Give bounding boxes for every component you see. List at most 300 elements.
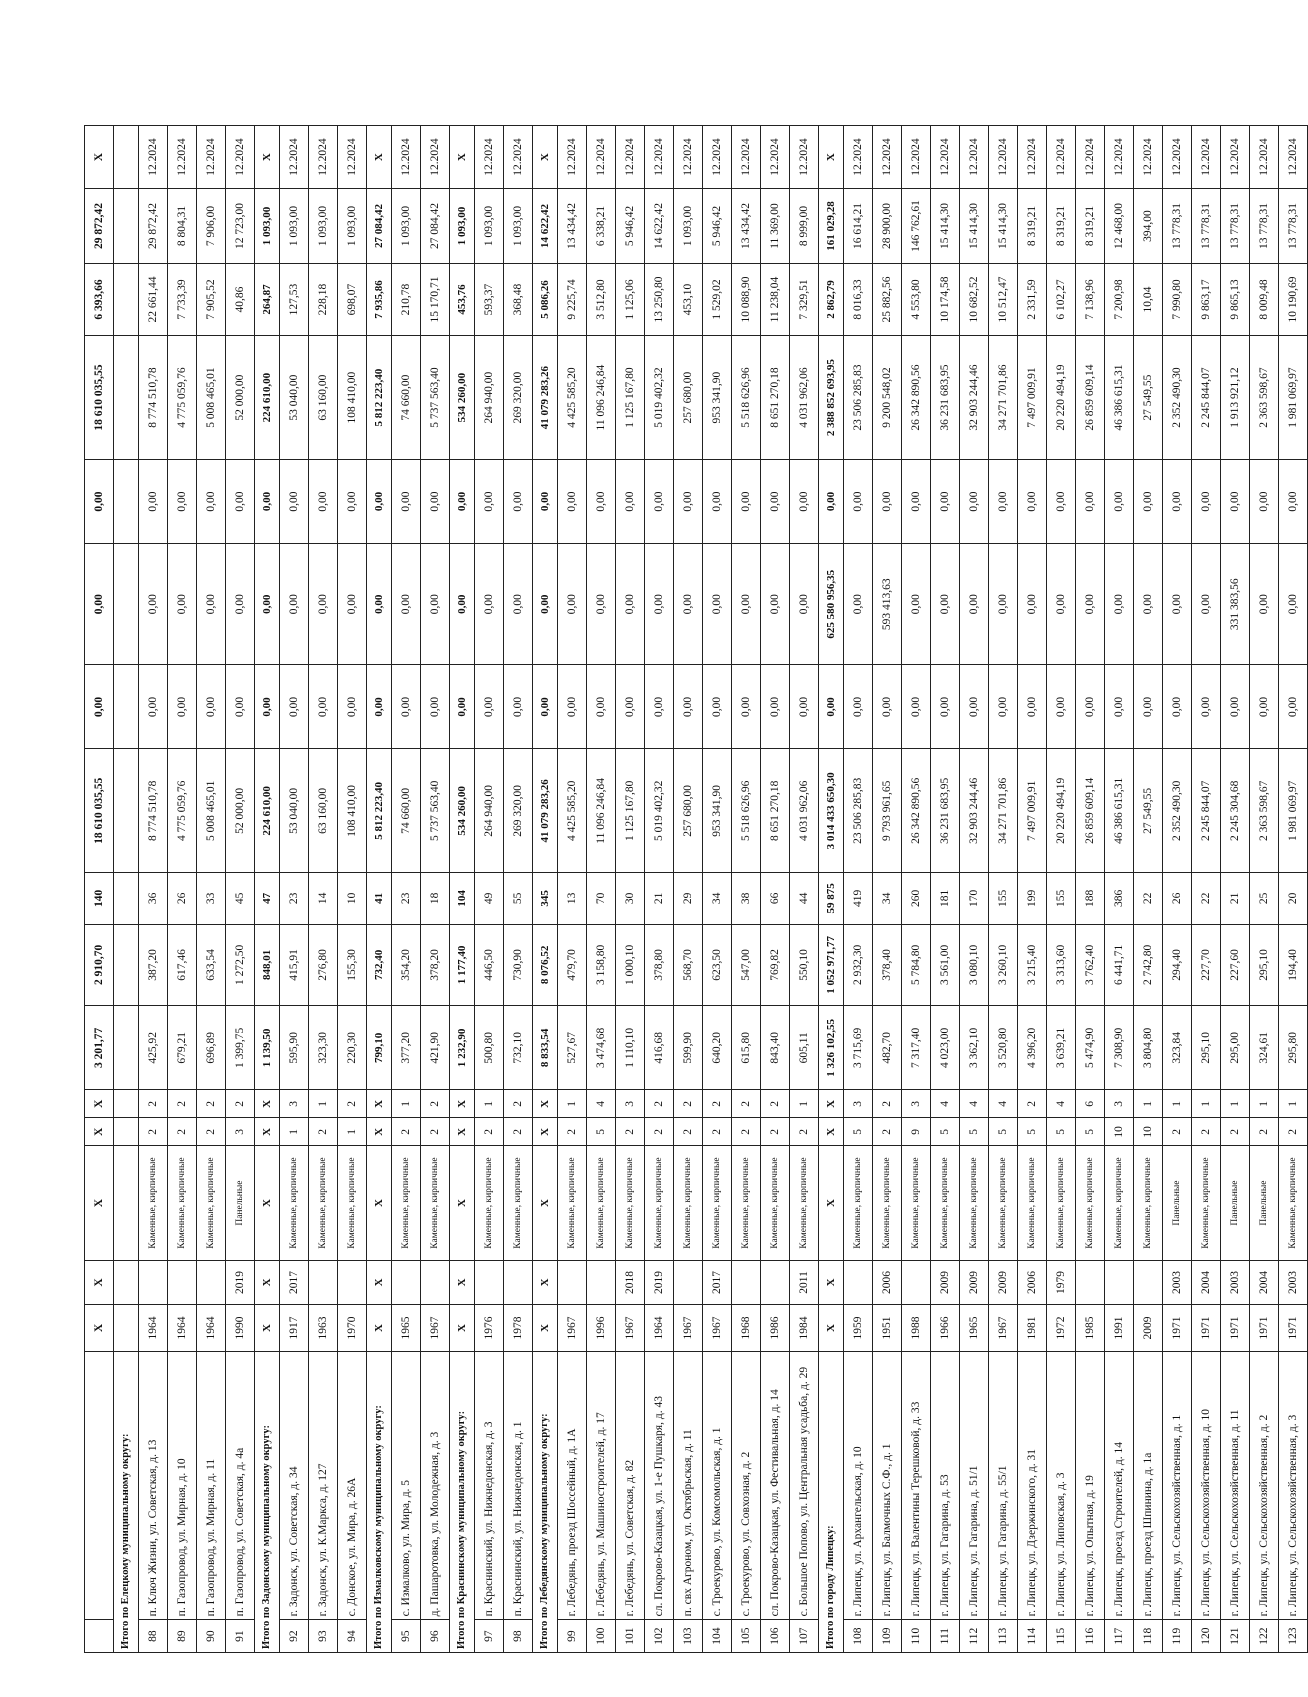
- table-cell: 0,00: [1250, 459, 1279, 543]
- table-cell: 2 388 852 693,95: [819, 336, 844, 460]
- table-cell: Итого по городу Липецку:: [819, 1351, 844, 1652]
- table-cell: 0,00: [989, 544, 1018, 665]
- table-row: [674, 126, 703, 1653]
- table-cell: 3 639,21: [1047, 1006, 1076, 1090]
- table-cell: 9 200 548,02: [873, 336, 902, 460]
- table-cell: Каменные, кирпичные: [421, 1146, 450, 1260]
- table-cell: Каменные, кирпичные: [504, 1146, 533, 1260]
- table-cell: г. Липецк, ул. Сельскохозяйственная, д. 2: [1250, 1351, 1279, 1620]
- table-cell: п. Краснинский, ул. Нижнедонская, д. 3: [475, 1351, 504, 1620]
- table-row: [168, 126, 197, 1653]
- table-cell: 7 317,40: [902, 1006, 931, 1090]
- table-cell: 12.2024: [1018, 126, 1047, 189]
- table-cell: 2: [139, 1118, 168, 1146]
- table-cell: [475, 1260, 504, 1304]
- table-cell: п. Газопровод, ул. Мирная, д. 11: [197, 1351, 226, 1620]
- table-cell: Каменные, кирпичные: [674, 1146, 703, 1260]
- table-row: [931, 126, 960, 1653]
- table-cell: 5 812 223,40: [367, 336, 392, 460]
- table-cell: 115: [1047, 1620, 1076, 1653]
- table-cell: с. Троекурово, ул. Совхозная, д. 2: [732, 1351, 761, 1620]
- table-cell: 446,50: [475, 924, 504, 1006]
- table-cell: 9 865,13: [1221, 263, 1250, 335]
- table-cell: 7 733,39: [168, 263, 197, 335]
- table-cell: 16 614,21: [844, 189, 873, 264]
- table-cell: 8 774 510,78: [139, 749, 168, 873]
- table-cell: 90: [197, 1620, 226, 1653]
- table-cell: 0,00: [1047, 544, 1076, 665]
- table-cell: 1968: [732, 1305, 761, 1352]
- table-cell: 123: [1279, 1620, 1308, 1653]
- table-cell: г. Липецк, проезд Шпинина, д. 1а: [1134, 1351, 1163, 1620]
- table-cell: 615,80: [732, 1006, 761, 1090]
- table-cell: 0,00: [1221, 665, 1250, 749]
- table-cell: 0,00: [1279, 665, 1308, 749]
- table-cell: Каменные, кирпичные: [761, 1146, 790, 1260]
- table-cell: 1964: [645, 1305, 674, 1352]
- table-cell: 2: [168, 1090, 197, 1118]
- table-cell: 109: [873, 1620, 902, 1653]
- table-cell: 12 723,00: [226, 189, 255, 264]
- table-cell: 2: [168, 1118, 197, 1146]
- table-cell: 0,00: [1047, 459, 1076, 543]
- table-cell: 34: [873, 873, 902, 924]
- header-cell: 3 201,77: [85, 1006, 114, 1090]
- table-cell: 29 872,42: [139, 189, 168, 264]
- table-cell: 1971: [1192, 1305, 1221, 1352]
- table-cell: 1 232,90: [450, 1006, 475, 1090]
- table-cell: 26 859 609,14: [1076, 336, 1105, 460]
- table-cell: 0,00: [1134, 544, 1163, 665]
- table-cell: Итого по Краснинскому муниципальному округу:: [450, 1351, 475, 1652]
- table-cell: 0,00: [844, 665, 873, 749]
- table-cell: 732,10: [504, 1006, 533, 1090]
- table-cell: г. Липецк, ул. Сельскохозяйственная, д. 1: [1163, 1351, 1192, 1620]
- table-cell: 119: [1163, 1620, 1192, 1653]
- table-cell: 110: [902, 1620, 931, 1653]
- table-cell: 2 352 490,30: [1163, 749, 1192, 873]
- table-cell: 96: [421, 1620, 450, 1653]
- table-cell: 0,00: [1279, 459, 1308, 543]
- table-cell: 9 793 961,65: [873, 749, 902, 873]
- table-cell: г. Липецк, ул. Гагарина, д. 53: [931, 1351, 960, 1620]
- table-cell: 5 518 626,96: [732, 749, 761, 873]
- table-cell: 2: [421, 1118, 450, 1146]
- table-cell: 89: [168, 1620, 197, 1653]
- table-cell: 0,00: [902, 459, 931, 543]
- table-cell: 2003: [1279, 1260, 1308, 1304]
- table-cell: 112: [960, 1620, 989, 1653]
- table-cell: 7 138,96: [1076, 263, 1105, 335]
- table-cell: 53 040,00: [280, 336, 309, 460]
- table-cell: 102: [645, 1620, 674, 1653]
- table-cell: 1986: [761, 1305, 790, 1352]
- table-cell: 1 399,75: [226, 1006, 255, 1090]
- table-cell: Панельные: [1163, 1146, 1192, 1260]
- table-row: [1105, 126, 1134, 1653]
- table-cell: Каменные, кирпичные: [645, 1146, 674, 1260]
- table-cell: 88: [139, 1620, 168, 1653]
- table-cell: 29: [674, 873, 703, 924]
- table-cell: 4 425 585,20: [558, 336, 587, 460]
- table-cell: [338, 1260, 367, 1304]
- table-cell: 593,37: [475, 263, 504, 335]
- table-cell: 3 715,69: [844, 1006, 873, 1090]
- table-cell: 0,00: [645, 665, 674, 749]
- table-cell: 593 413,63: [873, 544, 902, 665]
- table-cell: 0,00: [587, 459, 616, 543]
- table-cell: 105: [732, 1620, 761, 1653]
- table-cell: 12.2024: [703, 126, 732, 189]
- table-cell: 2 363 598,67: [1250, 749, 1279, 873]
- table-cell: [114, 749, 139, 873]
- table-cell: Каменные, кирпичные: [1047, 1146, 1076, 1260]
- table-cell: 0,00: [392, 544, 421, 665]
- table-cell: 0,00: [844, 544, 873, 665]
- table-cell: 227,60: [1221, 924, 1250, 1006]
- table-cell: 0,00: [226, 665, 255, 749]
- table-cell: 378,40: [873, 924, 902, 1006]
- table-cell: 220,30: [338, 1006, 367, 1090]
- table-cell: [114, 1118, 139, 1146]
- table-cell: 2: [732, 1090, 761, 1118]
- table-cell: 122: [1250, 1620, 1279, 1653]
- table-cell: Каменные, кирпичные: [1134, 1146, 1163, 1260]
- table-cell: 0,00: [226, 544, 255, 665]
- table-cell: 3 215,40: [1018, 924, 1047, 1006]
- table-cell: 2: [703, 1090, 732, 1118]
- table-cell: 377,20: [392, 1006, 421, 1090]
- table-cell: Каменные, кирпичные: [1279, 1146, 1308, 1260]
- table-cell: 12.2024: [960, 126, 989, 189]
- table-cell: 0,00: [367, 665, 392, 749]
- table-cell: г. Липецк, ул. Опытная, д. 19: [1076, 1351, 1105, 1620]
- table-cell: Каменные, кирпичные: [392, 1146, 421, 1260]
- table-cell: 0,00: [558, 459, 587, 543]
- table-row: [1250, 126, 1279, 1653]
- table-row: [392, 126, 421, 1653]
- table-cell: 5 946,42: [616, 189, 645, 264]
- table-cell: 0,00: [873, 459, 902, 543]
- table-cell: 12.2024: [790, 126, 819, 189]
- table-cell: 95: [392, 1620, 421, 1653]
- table-cell: [114, 1006, 139, 1090]
- table-cell: 20 220 494,19: [1047, 336, 1076, 460]
- table-row: [1163, 126, 1192, 1653]
- subtotal-row: [819, 126, 844, 1653]
- table-cell: 0,00: [761, 665, 790, 749]
- table-cell: 12.2024: [226, 126, 255, 189]
- table-cell: 419: [844, 873, 873, 924]
- table-cell: [114, 263, 139, 335]
- table-cell: 387,20: [139, 924, 168, 1006]
- table-cell: 0,00: [703, 665, 732, 749]
- table-cell: 11 238,04: [761, 263, 790, 335]
- table-cell: 1: [475, 1090, 504, 1118]
- table-cell: 108 410,00: [338, 749, 367, 873]
- table-row: [1192, 126, 1221, 1653]
- table-cell: г. Задонск, ул. Советская, д. 34: [280, 1351, 309, 1620]
- table-cell: г. Липецк, ул. Балмочных С.Ф., д. 1: [873, 1351, 902, 1620]
- table-row: [873, 126, 902, 1653]
- table-cell: 1: [1250, 1090, 1279, 1118]
- table-cell: 224 610,00: [255, 749, 280, 873]
- table-cell: 7 906,00: [197, 189, 226, 264]
- table-cell: 599,90: [674, 1006, 703, 1090]
- table-cell: 10: [1105, 1118, 1134, 1146]
- table-cell: 550,10: [790, 924, 819, 1006]
- table-cell: 5 474,90: [1076, 1006, 1105, 1090]
- table-cell: 323,30: [309, 1006, 338, 1090]
- subtotal-row: [450, 126, 475, 1653]
- table-cell: г. Липецк, ул. Сельскохозяйственная, д. 11: [1221, 1351, 1250, 1620]
- table-cell: X: [450, 126, 475, 189]
- table-cell: 53 040,00: [280, 749, 309, 873]
- table-cell: 264 940,00: [475, 749, 504, 873]
- table-cell: 640,20: [703, 1006, 732, 1090]
- table-cell: 0,00: [255, 544, 280, 665]
- table-cell: 0,00: [587, 544, 616, 665]
- table-cell: [114, 459, 139, 543]
- table-cell: 103: [674, 1620, 703, 1653]
- table-row: [338, 126, 367, 1653]
- table-cell: 5: [931, 1118, 960, 1146]
- header-cell: X: [85, 1118, 114, 1146]
- table-cell: [114, 1146, 139, 1260]
- table-cell: г. Липецк, ул. Дзержинского, д. 31: [1018, 1351, 1047, 1620]
- table-cell: 3 561,00: [931, 924, 960, 1006]
- table-cell: 257 680,00: [674, 749, 703, 873]
- table-cell: 1917: [280, 1305, 309, 1352]
- table-cell: [114, 189, 139, 264]
- table-cell: 0,00: [931, 459, 960, 543]
- table-cell: 1990: [226, 1305, 255, 1352]
- table-cell: 0,00: [421, 544, 450, 665]
- table-row: [1134, 126, 1163, 1653]
- table-cell: г. Липецк, ул. Сельскохозяйственная, д. 10: [1192, 1351, 1221, 1620]
- table-cell: 2: [674, 1090, 703, 1118]
- rotated-document-page: [84, 125, 1299, 1653]
- table-cell: 0,00: [139, 459, 168, 543]
- table-row: [504, 126, 533, 1653]
- table-cell: 378,80: [645, 924, 674, 1006]
- table-cell: 2 742,80: [1134, 924, 1163, 1006]
- table-cell: X: [533, 1146, 558, 1260]
- table-cell: 155: [989, 873, 1018, 924]
- table-cell: 2: [645, 1090, 674, 1118]
- table-cell: 730,90: [504, 924, 533, 1006]
- table-cell: 7 329,51: [790, 263, 819, 335]
- table-cell: п. Ключ Жизни, ул. Советская, д. 13: [139, 1351, 168, 1620]
- table-body: [114, 126, 1308, 1653]
- table-cell: X: [533, 126, 558, 189]
- header-cell: 0,00: [85, 459, 114, 543]
- table-cell: 106: [761, 1620, 790, 1653]
- table-cell: 5 008 465,01: [197, 749, 226, 873]
- table-cell: Каменные, кирпичные: [931, 1146, 960, 1260]
- table-cell: 5 019 402,32: [645, 749, 674, 873]
- table-cell: 6 338,21: [587, 189, 616, 264]
- table-cell: 0,00: [819, 665, 844, 749]
- table-cell: 92: [280, 1620, 309, 1653]
- table-cell: 116: [1076, 1620, 1105, 1653]
- table-cell: 8 804,31: [168, 189, 197, 264]
- table-cell: 421,90: [421, 1006, 450, 1090]
- table-cell: [1134, 1260, 1163, 1304]
- table-cell: 0,00: [1076, 544, 1105, 665]
- table-cell: 3: [1105, 1090, 1134, 1118]
- table-cell: 1963: [309, 1305, 338, 1352]
- table-cell: 323,84: [1163, 1006, 1192, 1090]
- table-cell: 1951: [873, 1305, 902, 1352]
- table-cell: 2006: [873, 1260, 902, 1304]
- header-cell: 140: [85, 873, 114, 924]
- table-row: [1076, 126, 1105, 1653]
- table-cell: 0,00: [255, 459, 280, 543]
- table-cell: [114, 924, 139, 1006]
- table-cell: X: [450, 1146, 475, 1260]
- table-cell: 188: [1076, 873, 1105, 924]
- table-cell: 2: [1192, 1118, 1221, 1146]
- table-cell: 1 000,10: [616, 924, 645, 1006]
- header-cell: 0,00: [85, 544, 114, 665]
- table-cell: 5: [587, 1118, 616, 1146]
- table-cell: 7 990,80: [1163, 263, 1192, 335]
- table-cell: [114, 336, 139, 460]
- table-row: [1047, 126, 1076, 1653]
- table-cell: 354,20: [392, 924, 421, 1006]
- table-cell: 0,00: [960, 459, 989, 543]
- table-cell: 34 271 701,86: [989, 749, 1018, 873]
- table-cell: 22: [1192, 873, 1221, 924]
- table-cell: 63 160,00: [309, 336, 338, 460]
- table-cell: 3: [226, 1118, 255, 1146]
- table-cell: Каменные, кирпичные: [309, 1146, 338, 1260]
- table-cell: 0,00: [732, 459, 761, 543]
- table-cell: 0,00: [197, 544, 226, 665]
- table-cell: 0,00: [587, 665, 616, 749]
- table-cell: 1972: [1047, 1305, 1076, 1352]
- table-cell: X: [255, 1305, 280, 1352]
- table-cell: 41 079 283,26: [533, 749, 558, 873]
- table-cell: 2017: [703, 1260, 732, 1304]
- table-cell: 1971: [1221, 1305, 1250, 1352]
- table-cell: 2: [504, 1118, 533, 1146]
- table-cell: Каменные, кирпичные: [989, 1146, 1018, 1260]
- table-cell: 1: [1134, 1090, 1163, 1118]
- table-row: [703, 126, 732, 1653]
- table-cell: 23: [392, 873, 421, 924]
- table-cell: 679,21: [168, 1006, 197, 1090]
- table-cell: 12.2024: [197, 126, 226, 189]
- table-cell: Каменные, кирпичные: [732, 1146, 761, 1260]
- table-cell: 12.2024: [309, 126, 338, 189]
- table-cell: 3: [280, 1090, 309, 1118]
- table-cell: 4 023,00: [931, 1006, 960, 1090]
- table-cell: [114, 665, 139, 749]
- table-cell: 0,00: [645, 544, 674, 665]
- table-cell: 0,00: [309, 544, 338, 665]
- table-cell: 8 076,52: [533, 924, 558, 1006]
- table-cell: Каменные, кирпичные: [280, 1146, 309, 1260]
- table-cell: 12.2024: [902, 126, 931, 189]
- table-cell: 6: [1076, 1090, 1105, 1118]
- table-cell: 10: [1134, 1118, 1163, 1146]
- table-cell: 1965: [960, 1305, 989, 1352]
- table-cell: 34 271 701,86: [989, 336, 1018, 460]
- table-cell: 12.2024: [1076, 126, 1105, 189]
- table-cell: 15 170,71: [421, 263, 450, 335]
- table-cell: 5: [989, 1118, 1018, 1146]
- table-cell: 3 362,10: [960, 1006, 989, 1090]
- table-cell: 111: [931, 1620, 960, 1653]
- table-cell: 0,00: [960, 665, 989, 749]
- table-cell: 0,00: [1105, 665, 1134, 749]
- table-cell: 3 014 433 650,30: [819, 749, 844, 873]
- table-cell: 6 441,71: [1105, 924, 1134, 1006]
- table-cell: 0,00: [139, 665, 168, 749]
- table-cell: [1076, 1260, 1105, 1304]
- table-cell: 12.2024: [421, 126, 450, 189]
- table-cell: 1971: [1279, 1305, 1308, 1352]
- table-cell: 26 342 890,56: [902, 749, 931, 873]
- table-cell: 7 497 009,91: [1018, 336, 1047, 460]
- table-row: [645, 126, 674, 1653]
- table-cell: 59 875: [819, 873, 844, 924]
- table-cell: 1 139,50: [255, 1006, 280, 1090]
- table-cell: 1964: [168, 1305, 197, 1352]
- table-cell: 0,00: [1221, 459, 1250, 543]
- table-cell: г. Липецк, проезд Строителей, д. 14: [1105, 1351, 1134, 1620]
- table-cell: 10: [338, 873, 367, 924]
- table-cell: 2: [703, 1118, 732, 1146]
- table-cell: X: [819, 1118, 844, 1146]
- table-cell: 44: [790, 873, 819, 924]
- table-cell: 127,53: [280, 263, 309, 335]
- table-cell: 23 506 285,83: [844, 749, 873, 873]
- table-cell: 98: [504, 1620, 533, 1653]
- table-cell: 7 905,52: [197, 263, 226, 335]
- table-cell: 0,00: [1076, 665, 1105, 749]
- table-cell: 8 319,21: [1076, 189, 1105, 264]
- table-cell: 1 052 971,77: [819, 924, 844, 1006]
- table-cell: г. Липецк, ул. Сельскохозяйственная, д. 3: [1279, 1351, 1308, 1620]
- table-cell: 36 231 683,95: [931, 749, 960, 873]
- table-cell: 1996: [587, 1305, 616, 1352]
- table-cell: X: [367, 1305, 392, 1352]
- table-cell: 2004: [1192, 1260, 1221, 1304]
- table-cell: 0,00: [960, 544, 989, 665]
- table-cell: 0,00: [790, 459, 819, 543]
- table-cell: 0,00: [732, 665, 761, 749]
- table-cell: 2: [761, 1090, 790, 1118]
- table-cell: 15 414,30: [931, 189, 960, 264]
- header-cell: [85, 1351, 114, 1620]
- header-cell: X: [85, 1090, 114, 1118]
- table-cell: 5 812 223,40: [367, 749, 392, 873]
- table-cell: 1 093,00: [255, 189, 280, 264]
- table-cell: 1 913 921,12: [1221, 336, 1250, 460]
- table-cell: 27 084,42: [421, 189, 450, 264]
- table-cell: г. Липецк, ул. Архангельская, д. 10: [844, 1351, 873, 1620]
- table-cell: Каменные, кирпичные: [1076, 1146, 1105, 1260]
- table-cell: 8 651 270,18: [761, 336, 790, 460]
- table-cell: 1984: [790, 1305, 819, 1352]
- table-cell: 848,01: [255, 924, 280, 1006]
- table-cell: 1964: [139, 1305, 168, 1352]
- table-cell: 3 158,80: [587, 924, 616, 1006]
- table-cell: 0,00: [616, 459, 645, 543]
